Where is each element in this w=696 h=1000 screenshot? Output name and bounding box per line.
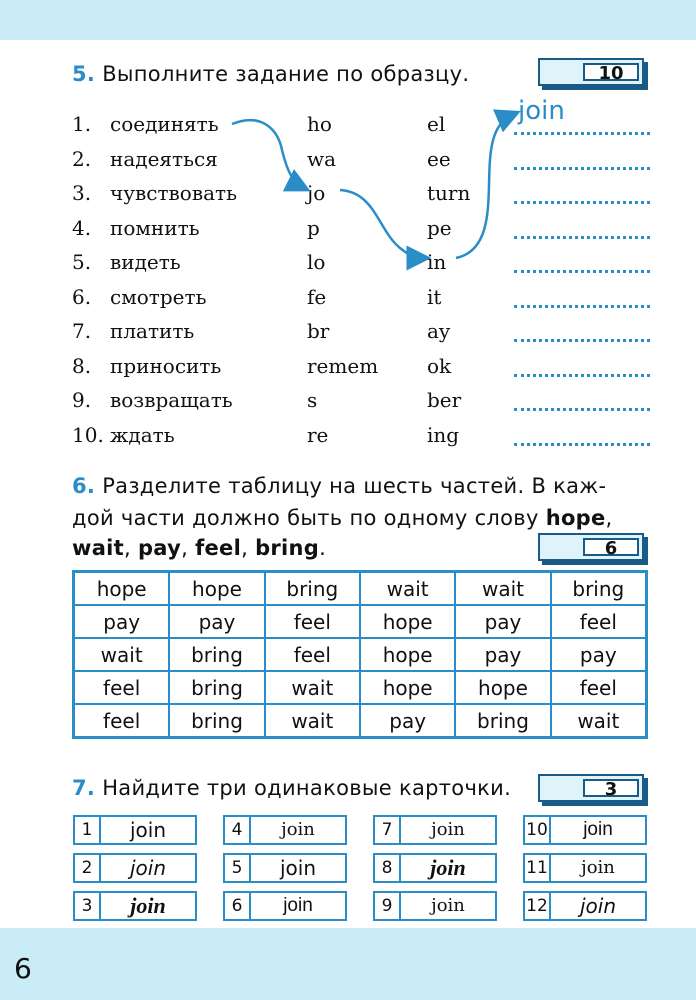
- task5-arrows: [0, 0, 696, 480]
- table-cell[interactable]: bring: [169, 704, 264, 738]
- table-cell[interactable]: bring: [551, 572, 647, 606]
- task6-word-feel: feel: [195, 536, 242, 560]
- task5-row-p2: ay: [427, 319, 451, 343]
- table-cell[interactable]: wait: [265, 704, 360, 738]
- task6-title: [72, 470, 606, 502]
- table-cell[interactable]: pay: [360, 704, 455, 738]
- table-cell[interactable]: bring: [265, 572, 360, 606]
- card-number: 4: [225, 817, 251, 843]
- card-word: join: [283, 895, 313, 916]
- card-word: join: [279, 856, 317, 880]
- task6-table: [72, 570, 648, 739]
- card-number: 7: [375, 817, 401, 843]
- task5-row-ru: смотреть: [110, 284, 207, 309]
- task5-row-p1: p: [307, 215, 320, 240]
- card[interactable]: [523, 815, 647, 845]
- table-cell[interactable]: hope: [169, 572, 264, 606]
- table-cell[interactable]: feel: [551, 671, 647, 704]
- card[interactable]: [223, 891, 347, 921]
- table-cell[interactable]: feel: [265, 638, 360, 671]
- task7-title: [72, 772, 511, 804]
- table-cell[interactable]: pay: [169, 605, 264, 638]
- task6-score-box: [538, 533, 644, 561]
- table-cell[interactable]: feel: [74, 704, 170, 738]
- card[interactable]: [373, 853, 497, 883]
- card[interactable]: [73, 815, 197, 845]
- table-cell[interactable]: pay: [455, 605, 550, 638]
- card-word: join: [130, 893, 166, 918]
- task5-row-n: 10.: [72, 422, 104, 447]
- table-row: [74, 704, 647, 738]
- task5-row-ru: приносить: [110, 353, 222, 378]
- card-word: join: [129, 856, 167, 880]
- task5-row-p1: ho: [307, 112, 332, 136]
- bottom-band: [0, 928, 696, 1000]
- task6-line2: дой части должно быть по одному слову hope,: [72, 506, 613, 530]
- card-word: join: [431, 819, 465, 840]
- task5-row-ru: платить: [110, 319, 195, 343]
- table-cell[interactable]: hope: [360, 638, 455, 671]
- table-cell[interactable]: feel: [74, 671, 170, 704]
- card-number: 2: [75, 855, 101, 881]
- task5-row-p1: jo: [307, 181, 326, 205]
- arrow-2: [340, 190, 424, 258]
- card-number: 10: [525, 817, 551, 843]
- task5-row-n: 9.: [72, 388, 92, 412]
- table-cell[interactable]: hope: [455, 671, 550, 704]
- task5-row-ru: помнить: [110, 215, 200, 240]
- task7-score-box: [538, 774, 644, 802]
- card-number: 6: [225, 893, 251, 919]
- task5-number: 5.: [72, 62, 96, 86]
- card[interactable]: [223, 815, 347, 845]
- task5-row-n: 8.: [72, 353, 92, 378]
- card[interactable]: [373, 815, 497, 845]
- card-number: 3: [75, 893, 101, 919]
- task5-instruction: Выполните задание по образцу.: [102, 62, 470, 86]
- task5-row-n: 6.: [72, 284, 92, 309]
- table-cell[interactable]: bring: [169, 638, 264, 671]
- card-word: join: [430, 855, 466, 880]
- task5-row-ru: ждать: [110, 422, 175, 447]
- task5-row-n: 1.: [72, 112, 92, 136]
- task7-instruction: Найдите три одинаковые карточки.: [102, 776, 512, 800]
- task7-number: 7.: [72, 776, 96, 800]
- table-cell[interactable]: wait: [360, 572, 455, 606]
- table-cell[interactable]: wait: [551, 704, 647, 738]
- arrow-3: [456, 114, 514, 258]
- table-cell[interactable]: hope: [360, 671, 455, 704]
- task5-row-p2: el: [427, 112, 446, 136]
- task5-row-n: 2.: [72, 146, 92, 171]
- task7-score: 3: [583, 779, 639, 797]
- table-row: [74, 605, 647, 638]
- card-word: join: [579, 894, 617, 918]
- task5-row-p1: lo: [307, 250, 326, 274]
- task5-row-p1: remem: [307, 353, 379, 378]
- table-cell[interactable]: bring: [169, 671, 264, 704]
- table-cell[interactable]: feel: [265, 605, 360, 638]
- card-number: 9: [375, 893, 401, 919]
- task5-row-p2: turn: [427, 181, 471, 205]
- task5-answer-example: join: [518, 96, 565, 126]
- card-word: join: [281, 819, 315, 840]
- task6-word-hope: hope: [545, 506, 606, 530]
- table-cell[interactable]: pay: [455, 638, 550, 671]
- task6-word-pay: pay: [137, 536, 182, 560]
- card-number: 11: [525, 855, 551, 881]
- task5-row-p1: br: [307, 319, 330, 343]
- table-cell[interactable]: hope: [74, 572, 170, 606]
- task5-row-p1: s: [307, 388, 318, 412]
- table-cell[interactable]: hope: [360, 605, 455, 638]
- table-row: [74, 671, 647, 704]
- task5-row-p2: in: [427, 250, 447, 274]
- task5-row-ru: видеть: [110, 250, 181, 274]
- task5-row-p1: fe: [307, 284, 327, 309]
- table-cell[interactable]: wait: [455, 572, 550, 606]
- card[interactable]: [73, 853, 197, 883]
- task5-row-n: 4.: [72, 215, 92, 240]
- task6-number: 6.: [72, 474, 96, 498]
- task5-row-n: 3.: [72, 181, 92, 205]
- task5-row-p2: pe: [427, 215, 452, 240]
- task5-row-ru: соединять: [110, 112, 219, 136]
- card-word: join: [431, 895, 465, 916]
- task5-row-n: 5.: [72, 250, 92, 274]
- task5-row-p2: it: [427, 284, 442, 309]
- table-cell[interactable]: pay: [74, 605, 170, 638]
- task6-score: 6: [583, 538, 639, 556]
- table-cell[interactable]: pay: [551, 638, 647, 671]
- table-row: [74, 572, 647, 606]
- card[interactable]: [523, 853, 647, 883]
- task5-row-p1: re: [307, 422, 329, 447]
- task5-row-ru: надеяться: [110, 146, 218, 171]
- table-cell[interactable]: feel: [551, 605, 647, 638]
- card-number: 12: [525, 893, 551, 919]
- task5-row-ru: чувствовать: [110, 181, 237, 205]
- task5-score: 10: [583, 63, 639, 81]
- task6-line1: Разделите таблицу на шесть частей. В каж-: [102, 474, 607, 498]
- table-row: [74, 638, 647, 671]
- card[interactable]: [373, 891, 497, 921]
- page-number: 6: [14, 952, 32, 985]
- task6-line3: wait, pay, feel, bring.: [72, 536, 327, 560]
- task5-row-n: 7.: [72, 319, 92, 343]
- task5-row-p1: wa: [307, 146, 337, 171]
- table-cell[interactable]: bring: [455, 704, 550, 738]
- task5-row-p2: ok: [427, 353, 452, 378]
- task6-word-wait: wait: [72, 536, 125, 560]
- card-word: join: [581, 857, 615, 878]
- card-word: join: [129, 818, 167, 842]
- card[interactable]: [223, 853, 347, 883]
- task5-row-p2: ing: [427, 422, 460, 447]
- card-number: 1: [75, 817, 101, 843]
- task5-row-p2: ee: [427, 146, 451, 171]
- table-cell[interactable]: wait: [265, 671, 360, 704]
- card-word: join: [583, 819, 613, 840]
- task5-row-p2: ber: [427, 388, 462, 412]
- arrow-1: [232, 120, 304, 188]
- card-number: 8: [375, 855, 401, 881]
- table-cell[interactable]: wait: [74, 638, 170, 671]
- task6-line2-text: дой части должно быть по одному слову: [72, 506, 546, 530]
- task6-word-bring: bring: [255, 536, 320, 560]
- card[interactable]: [523, 891, 647, 921]
- task5-row-ru: возвращать: [110, 388, 233, 412]
- card-number: 5: [225, 855, 251, 881]
- card[interactable]: [73, 891, 197, 921]
